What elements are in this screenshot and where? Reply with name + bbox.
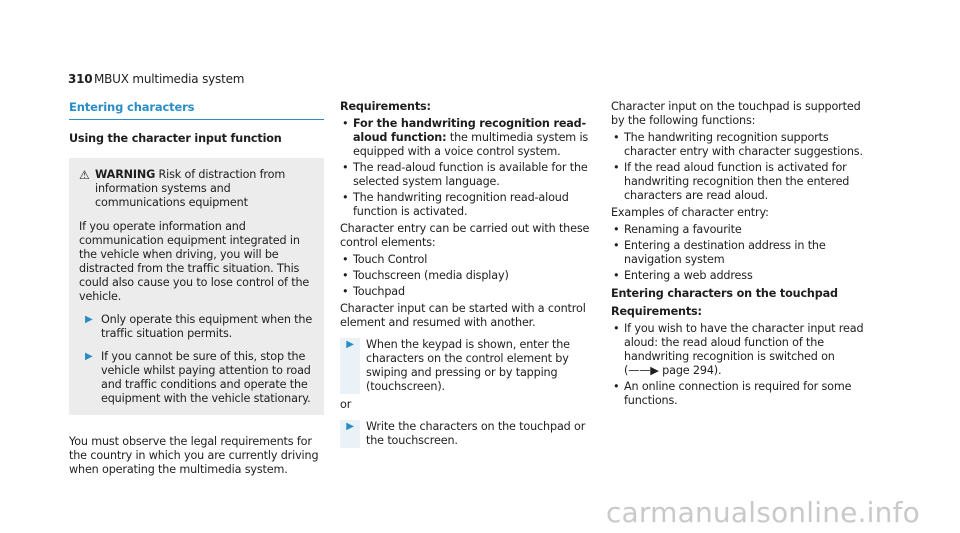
list-item-text: The read-aloud function is available for the selected system language. — [353, 161, 588, 188]
examples-list — [611, 223, 873, 283]
legal-requirements-text: You must observe the legal requirements for the country in which you are currently driving when operating the multimedia system. — [69, 435, 319, 476]
list-item: • Touch Control — [340, 253, 595, 267]
touchpad-section-title: Entering characters on the touchpad — [611, 287, 838, 300]
touchpad-requirements-list — [611, 322, 873, 408]
column-left — [69, 100, 324, 477]
list-item-bold: For the handwriting recognition read-aloud function: — [353, 117, 587, 144]
step-arrow-icon: ▶ — [85, 314, 93, 325]
subsection-title: Using the character input function — [69, 132, 282, 145]
examples-label: Examples of character entry: — [611, 206, 769, 219]
page-header-title: MBUX multimedia system — [94, 72, 245, 86]
controls-list — [340, 253, 595, 299]
column-middle — [340, 100, 595, 448]
page-number: 310 — [68, 72, 93, 86]
instruction-step — [340, 338, 595, 394]
list-item-text: If you wish to have the character input read aloud: the read aloud function of the handwriting recognition is switched on — [624, 322, 864, 363]
warning-triangle-icon: ⚠ — [79, 168, 90, 182]
warning-step — [79, 350, 316, 406]
list-item: • Touchscreen (media display) — [340, 269, 595, 283]
warning-step-text: If you cannot be sure of this, stop the vehicle whilst paying attention to road and traffic conditions and operate the equipment with the vehicle stationary. — [101, 350, 311, 405]
warning-step-text: Only operate this equipment when the traffic situation permits. — [101, 313, 313, 340]
step-marker — [340, 420, 360, 448]
requirements-list — [340, 117, 595, 219]
list-item: • An online connection is required for some functions. — [611, 380, 873, 408]
step-arrow-icon: ▶ — [346, 339, 354, 350]
watermark: carmanualsonline.info — [605, 496, 920, 529]
list-item: • The handwriting recognition supports character entry with character suggestions. — [611, 131, 873, 159]
or-label: or — [340, 398, 352, 411]
page-ref-arrow-icon: (——▶ — [624, 364, 659, 377]
warning-head-text: Risk of distraction from information systems and communications equipment — [95, 168, 286, 209]
warning-label: WARNING — [95, 168, 156, 181]
list-item: • If the read aloud function is activated for handwriting recognition then the entered characters are read aloud. — [611, 161, 873, 203]
list-item — [340, 191, 595, 219]
section-title: Entering characters — [69, 100, 324, 120]
list-item — [611, 322, 873, 378]
functions-list — [611, 131, 873, 203]
list-item: • Renaming a favourite — [611, 223, 873, 237]
warning-header — [79, 168, 316, 210]
step-arrow-icon: ▶ — [346, 421, 354, 432]
start-text: Character input can be started with a control element and resumed with another. — [340, 302, 586, 329]
warning-heading — [95, 168, 316, 210]
instruction-step-text: When the keypad is shown, enter the characters on the control element by swiping and pressing or by tapping (touchscreen). — [366, 338, 570, 393]
list-item-text: The handwriting recognition read-aloud function is activated. — [353, 191, 569, 218]
touchpad-intro: Character input on the touchpad is supported by the following functions: — [611, 100, 861, 127]
control-intro: Character entry can be carried out with these control elements: — [340, 222, 590, 249]
column-right — [611, 100, 873, 411]
warning-box — [69, 158, 324, 415]
page-reference-link[interactable]: page 294). — [662, 364, 722, 377]
instruction-step-text: Write the characters on the touchpad or the touchscreen. — [366, 420, 586, 447]
list-item — [340, 117, 595, 159]
instruction-step — [340, 420, 595, 448]
list-item-text: the multimedia system is equipped with a voice control system. — [353, 131, 589, 158]
warning-step — [79, 313, 316, 341]
list-item — [340, 161, 595, 189]
requirements-label: Requirements: — [340, 100, 431, 113]
step-marker — [340, 338, 360, 394]
list-item: • Entering a destination address in the navigation system — [611, 239, 873, 267]
requirements-label: Requirements: — [611, 305, 702, 318]
warning-body: If you operate information and communication equipment integrated in the vehicle when driving, you will be distracted from the traffic situation. This could also cause you to lose control of the vehicle. — [79, 220, 310, 303]
step-arrow-icon: ▶ — [85, 351, 93, 362]
list-item: • Touchpad — [340, 285, 595, 299]
list-item: • Entering a web address — [611, 269, 873, 283]
